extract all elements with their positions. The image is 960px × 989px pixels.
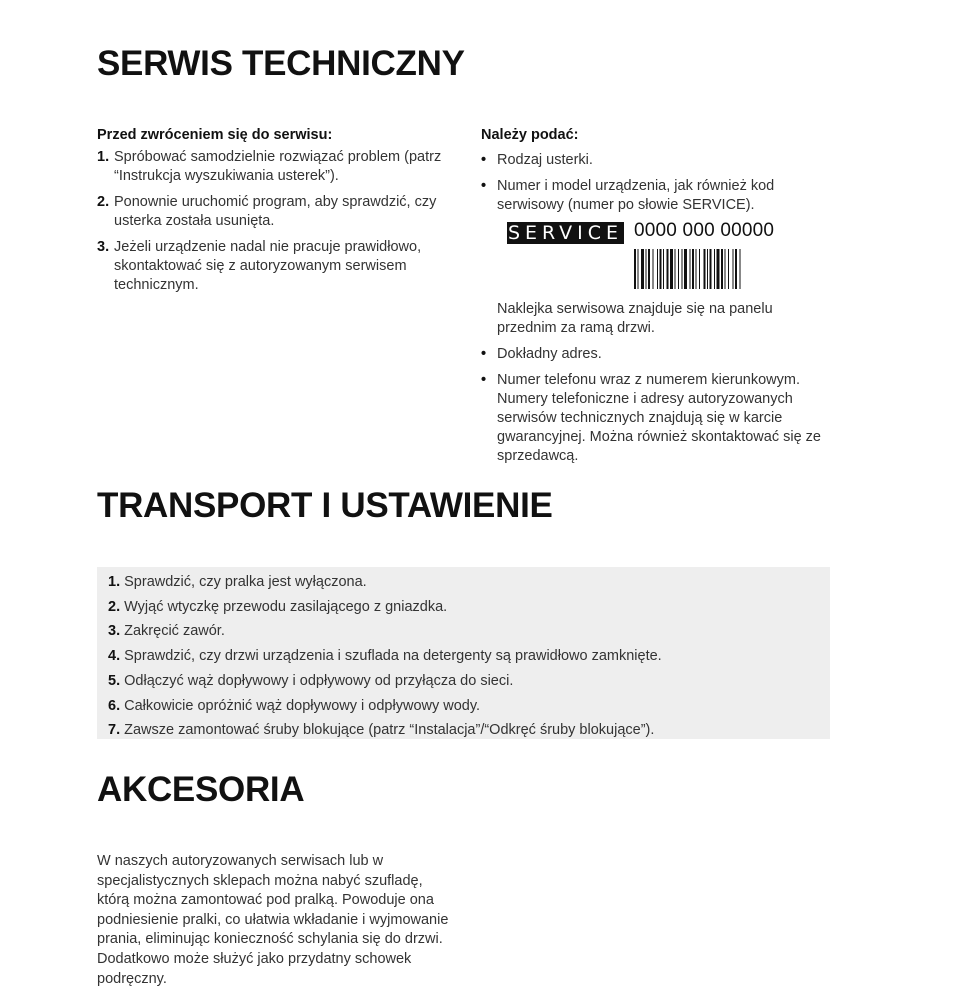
bullet-text: Dokładny adres. (497, 346, 602, 362)
list-item (97, 193, 452, 231)
step-text: Sprawdzić, czy pralka jest wyłączona. (124, 574, 367, 590)
step-text: Spróbować samodzielnie rozwiązać problem (patrz “Instrukcja wyszukiwania usterek”). (114, 149, 442, 184)
step-text: Zakręcić zawór. (124, 623, 225, 640)
step-number: 5. (108, 672, 121, 689)
section-title-akcesoria: AKCESORIA (97, 770, 305, 809)
step-text: Jeżeli urządzenie nadal nie pracuje prawidłowo, skontaktować się z autoryzowanym serwisem technicznym. (114, 239, 422, 293)
list-item (108, 570, 662, 595)
service-sticker (507, 222, 826, 290)
list-item (108, 619, 662, 644)
section-title-transport: TRANSPORT I USTAWIENIE (97, 486, 553, 525)
list-item (97, 148, 452, 186)
step-text: Wyjąć wtyczkę przewodu zasilającego z gniazdka. (124, 598, 448, 615)
before-service-column (97, 126, 452, 302)
step-text: Ponownie uruchomić program, aby sprawdzić, czy usterka została usunięta. (114, 194, 437, 229)
step-number: 4. (108, 648, 121, 665)
list-item (97, 238, 452, 295)
sticker-note: Naklejka serwisowa znajduje się na panelu przednim za ramą drzwi. (497, 301, 773, 336)
list-item (108, 718, 662, 743)
step-number: 2. (108, 598, 121, 615)
bullet-text: Rodzaj usterki. (497, 152, 593, 168)
step-number: 1. (108, 574, 121, 590)
bullet-icon: • (481, 372, 487, 388)
bullet-icon: • (481, 178, 487, 194)
list-item (108, 595, 662, 620)
step-number: 6. (108, 697, 121, 714)
accessories-paragraph: W naszych autoryzowanych serwisach lub w specjalistycznych sklepach można nabyć szufladę, którą można zamontować pod pralką. Powoduje ona podniesienie pralki, co ułatwia wkładanie i wyjmowanie prania, eliminując konieczność schylania się do drzwi. Dodatkowo może służyć jako przydatny schowek podręczny. (97, 853, 449, 987)
transport-steps (108, 570, 662, 743)
before-service-heading: Przed zwróceniem się do serwisu: (97, 127, 333, 143)
list-item (108, 694, 662, 719)
step-number: 2. (97, 194, 110, 210)
step-text: Zawsze zamontować śruby blokujące (patrz “Instalacja”/“Odkręć śruby blokujące”). (124, 722, 655, 739)
step-number: 3. (97, 239, 110, 255)
service-code: 0000 000 00000 (634, 220, 775, 241)
provide-info-column (481, 126, 826, 466)
bullet-icon: • (481, 152, 487, 168)
step-number: 1. (97, 149, 110, 165)
transport-steps-box (97, 567, 830, 739)
step-text: Sprawdzić, czy drzwi urządzenia i szuflada na detergenty są prawidłowo zamknięte. (124, 648, 662, 665)
step-text: Całkowicie opróżnić wąż dopływowy i odpływowy wody. (124, 697, 481, 714)
list-item (481, 345, 826, 364)
phone-note: Numery telefoniczne i adresy autoryzowanych serwisów technicznych znajdują się w karcie gwarancyjnej. Można również skontaktować się ze sprzedawcą. (497, 391, 821, 464)
list-item (108, 644, 662, 669)
provide-info-heading: Należy podać: (481, 127, 579, 143)
list-item (108, 669, 662, 694)
bullet-icon: • (481, 346, 487, 362)
list-item (481, 151, 826, 170)
before-service-steps (97, 148, 452, 295)
barcode-icon (634, 249, 784, 289)
step-number: 7. (108, 722, 121, 739)
step-text: Odłączyć wąż dopływowy i odpływowy od przyłącza do sieci. (124, 672, 514, 689)
bullet-text: Numer i model urządzenia, jak również kod serwisowy (numer po słowie SERVICE). (497, 178, 775, 213)
section-title-serwis: SERWIS TECHNICZNY (97, 44, 465, 83)
bullet-text: Numer telefonu wraz z numerem kierunkowym. (497, 372, 800, 388)
list-item (481, 371, 826, 390)
step-number: 3. (108, 623, 121, 640)
list-item (481, 177, 826, 215)
service-logo: SERVICE (507, 222, 624, 244)
